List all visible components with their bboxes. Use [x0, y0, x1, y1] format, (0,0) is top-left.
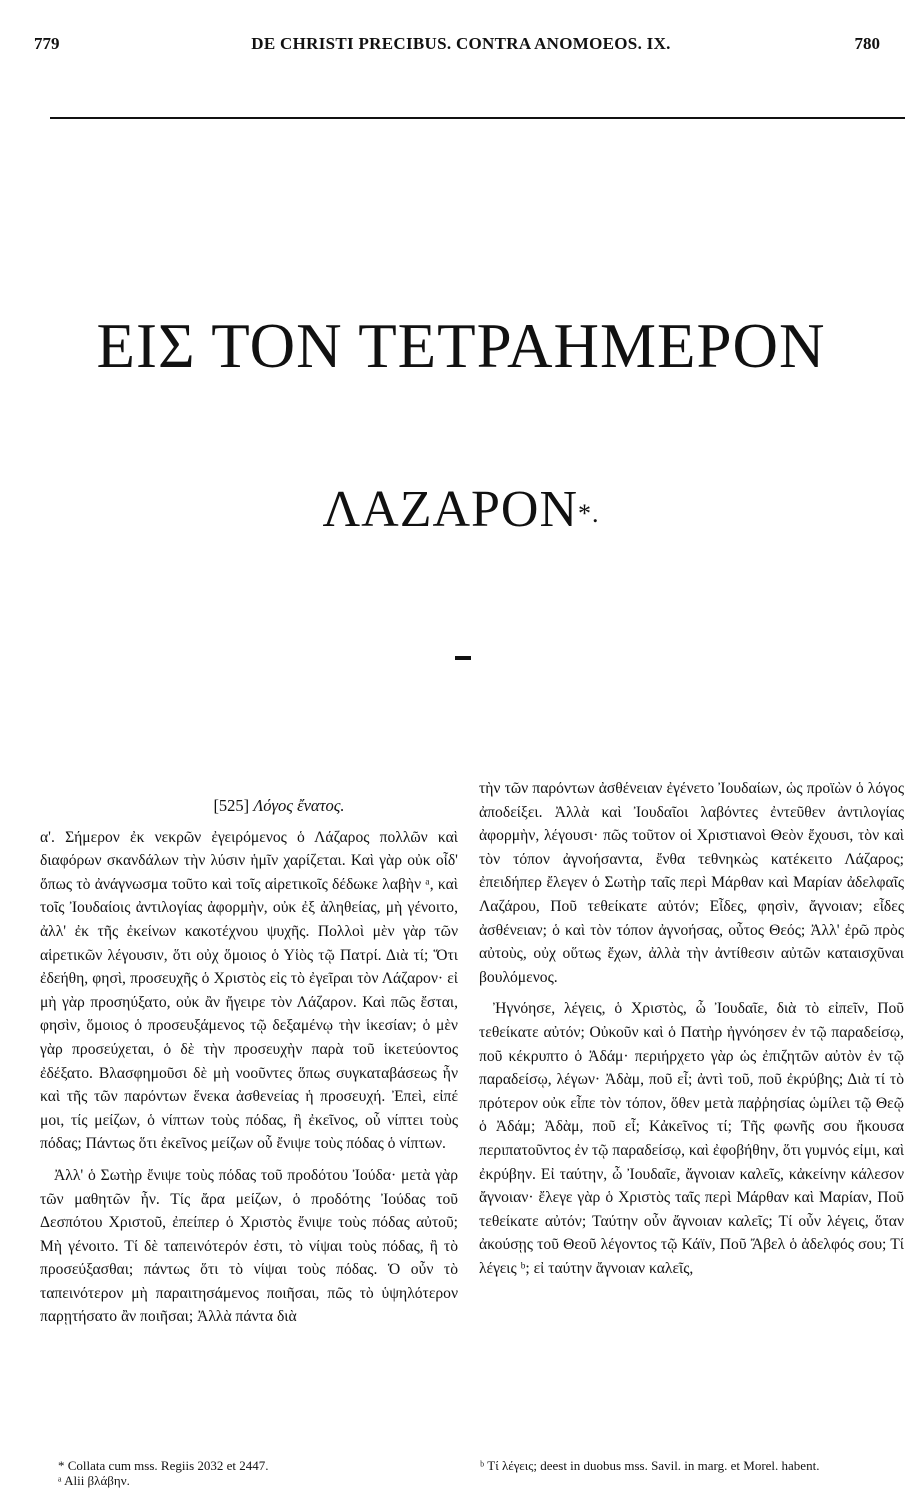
page-number-right: 780 — [854, 34, 880, 53]
header-rule — [50, 117, 905, 119]
running-title: DE CHRISTI PRECIBUS. CONTRA ANOMOEOS. IX. — [251, 34, 671, 53]
running-head — [30, 34, 892, 58]
title-sub — [0, 478, 922, 542]
right-column — [479, 777, 904, 1284]
footnote-star: * Collata cum mss. Regiis 2032 et 2447. — [58, 1458, 269, 1473]
right-paragraph-2: Ἠγνόησε, λέγεις, ὁ Χριστὸς, ὦ Ἰουδαῖε, διὰ τὸ εἰπεῖν, Ποῦ τεθείκατε αὐτόν; Οὐκοῦν καὶ ὁ Πατὴρ ἠγνόησεν ἐν τῷ παραδείσῳ, ποῦ κέκρυπτο ὁ Ἀδάμ· περιήρχετο γὰρ ὡς ἐπιζητῶν αὐτὸν ἐν τῷ παραδείσῳ, λέγων· Ἀδὰμ, ποῦ εἶ; ἀντὶ τοῦ, ποῦ ἐκρύβης; Διὰ τί τὸ πρότερον οὐκ εἶπε τὸν τόπον, ὅθεν μετὰ παῤῥησίας ὡμίλει τῷ Θεῷ ὁ Ἀδάμ; Ἀδὰμ, ποῦ εἶ; Κἀκεῖνος τί; Τῆς φωνῆς σου ἤκουσα περιπατοῦντος ἐν τῷ παραδείσῳ, καὶ ἐφοβήθην, ὅτι γυμνός εἰμι, καὶ ἐκρύβην. Εἰ ταύτην, ὦ Ἰουδαῖε, ἄγνοιαν καλεῖς, κἀκείνην κάλεσον ἄγνοιαν· ἔλεγε γὰρ ὁ Χριστὸς ταῖς περὶ Μάρθαν καὶ Μαρίαν, Ποῦ τεθείκατε αὐτόν; Ταύτην οὖν ἄγνοιαν καλεῖς; Τί οὖν λέγεις, ὅταν ἀκούσῃς τοῦ Θεοῦ λέγοντος τῷ Κάϊν, Ποῦ Ἄβελ ὁ ἀδελφός σου; Τί λέγεις ᵇ; εἰ ταύτην ἄγνοιαν καλεῖς, — [479, 1000, 905, 1277]
footnote-b: ᵇ Τί λέγεις; deest in duobus mss. Savil. in marg. et Morel. habent. — [480, 1458, 820, 1473]
homily-heading — [40, 794, 458, 818]
title-sub-text: ΛΑΖΑΡΟΝ — [322, 481, 579, 538]
title-main: ΕΙΣ ΤΟΝ ΤΕΤΡΑΗΜΕΡΟΝ — [96, 311, 826, 381]
left-paragraph-1: α'. Σήμερον ἐκ νεκρῶν ἐγειρόμενος ὁ Λάζαρος πολλῶν καὶ διαφόρων σκανδάλων τὴν λύσιν ἡμῖν χαρίζεται. Καὶ γὰρ οὐκ οἶδ' ὅπως τὸ ἀνάγνωσμα τοῦτο καὶ τοῖς αἱρετικοῖς δέδωκε λαβὴν ᵃ, καὶ τοῖς Ἰουδαίοις ἀντιλογίας ἀφορμὴν, οὐκ ἐξ ἀληθείας, μὴ γένοιτο, ἀλλ' ἐκ τῆς ἐκείνων κακοτέχνου ψυχῆς. Πολλοὶ μὲν γὰρ τῶν αἱρετικῶν λέγουσιν, ὅτι οὐχ ὅμοιος ὁ Υἱὸς τῷ Πατρί. Διὰ τί; Ὅτι ἐδεήθη, φησὶ, προσευχῆς ὁ Χριστὸς εἰς τὸ ἐγεῖραι τὸν Λάζαρον· εἰ μὴ γὰρ προσηύξατο, οὐκ ἂν ἤγειρε τὸν Λάζαρον. Καὶ πῶς ἔσται, φησὶν, ὅμοιος ὁ προσευξάμενος τῷ δεξαμένῳ τὴν ἱκεσίαν; ὁ μὲν γὰρ προσεύχεται, ὁ δὲ τὴν προσευχὴν παρὰ τοῦ ἱκετεύοντος ἐδέξατο. Βλασφημοῦσι δὲ μὴ νοοῦντες ὅπως συγκαταβάσεως ἦν καὶ τῆς τῶν παρόντων ἕνεκα ἀσθενείας ἡ προσευχή. Ἐπεὶ, εἰπέ μοι, τίς μείζων, ὁ νίπτων τοὺς πόδας, ἢ ἐκεῖνος, οὗ νίπτει τοὺς πόδας; Πάντως ὅτι ἐκεῖνος μείζων οὗ ἔνιψε τοὺς πόδας ὁ νίπτων. — [40, 828, 458, 1153]
right-paragraph-1: τὴν τῶν παρόντων ἀσθένειαν ἐγένετο Ἰουδαίων, ὡς προϊὼν ὁ λόγος ἀποδείξει. Ἀλλὰ καὶ Ἰουδαῖοι λαβόντες ἐντεῦθεν ἀντιλογίας ἀφορμὴν, λέγουσι· πῶς τοῦτον οἱ Χριστιανοὶ Θεὸν ἔχουσι, τὸν καὶ τὸν τόπον ἀγνοήσαντα, ἔνθα τεθνηκὼς κατέκειτο Λάζαρος; ἐπειδήπερ ἔλεγεν ὁ Σωτὴρ ταῖς περὶ Μάρθαν καὶ Μαρίαν ἀδελφαῖς Λαζάρου, Ποῦ τεθείκατε αὐτόν; Εἶδες, φησὶν, ἄγνοιαν; εἶδες ἀσθένειαν; ὁ καὶ τὸν τόπον ἀγνοήσας, οὗτος Θεός; Ἀλλ' ἐρῶ πρὸς αὐτοὺς, οὐχ οὕτως ἔχων, ἀλλὰ τὴν ἀντίθεσιν αὐτῶν καταισχῦναι βουλόμενος. — [479, 780, 904, 986]
heading-number: [525] — [213, 796, 250, 815]
footnotes-left — [58, 1458, 458, 1488]
left-column — [40, 794, 458, 1333]
left-paragraph-2: Ἀλλ' ὁ Σωτὴρ ἔνιψε τοὺς πόδας τοῦ προδότου Ἰούδα· μετὰ γὰρ τῶν μαθητῶν ἦν. Τίς ἄρα μείζων, ὁ προδότης Ἰούδας τοῦ Δεσπότου Χριστοῦ, ἐπείπερ ὁ Χριστὸς ἔνιψε τοὺς πόδας αὐτοῦ; Μὴ γένοιτο. Τί δὲ ταπεινότερόν ἐστι, τὸ νίψαι τοὺς πόδας, ἢ τὸ προσεύξασθαι; πάντως ὅτι τὸ νίψαι τοὺς πόδας. Ὁ οὖν τὸ ταπεινότερον μὴ παραιτησάμενος ποιῆσαι, πῶς τὸ ὑψηλότερον παρῃτήσατο ἂν ποιῆσαι; Ἀλλὰ πάντα διὰ — [40, 1166, 458, 1326]
page-number-left: 779 — [34, 34, 60, 53]
heading-title: Λόγος ἔνατος. — [253, 796, 345, 815]
title-sub-mark: *. — [578, 499, 600, 528]
section-dash — [455, 656, 471, 660]
footnote-a: ᵃ Alii βλάβην. — [58, 1473, 130, 1488]
